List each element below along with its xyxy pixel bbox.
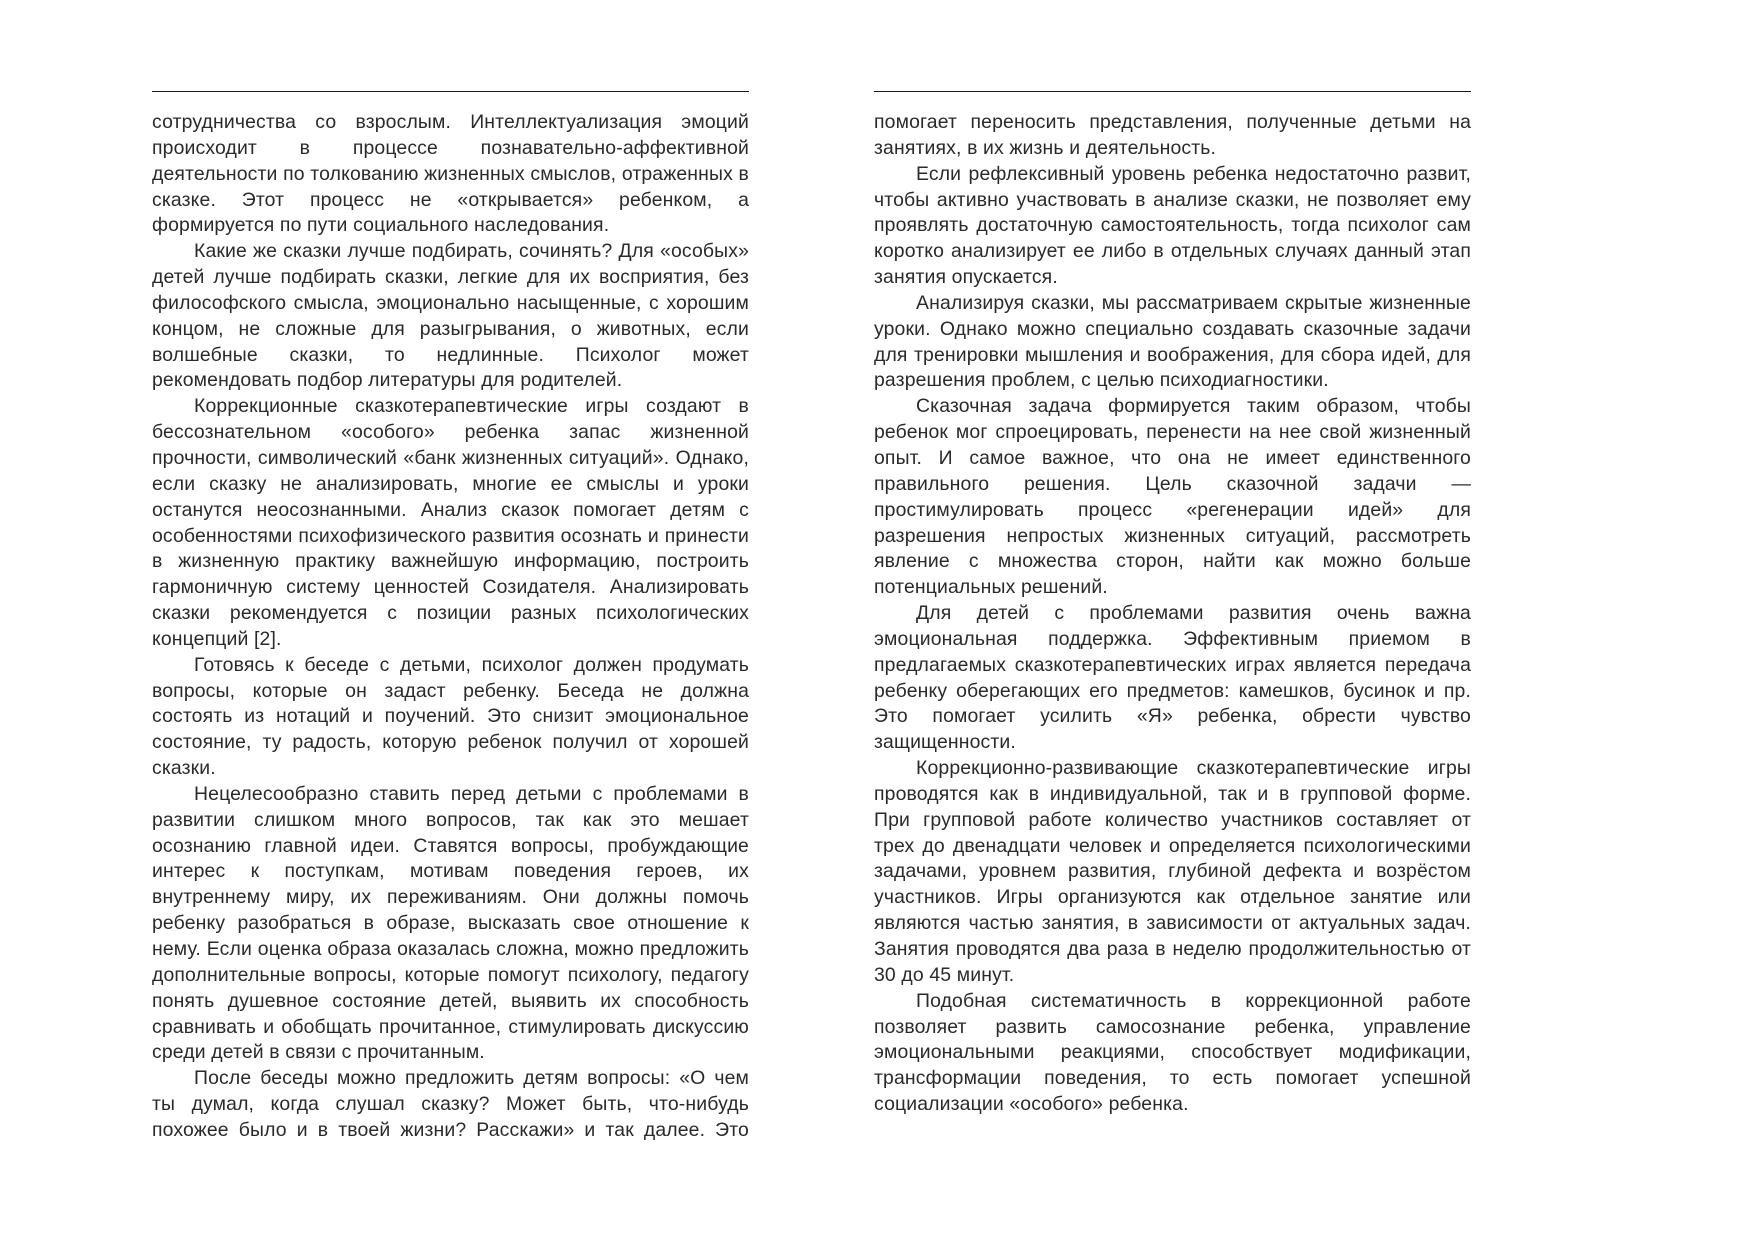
paragraph: Если рефлексивный уровень ребенка недостаточно развит, чтобы активно участвовать в анализе сказки, не позволяет ему проявлять достаточную самостоятельность, тогда психолог сам коротко анализирует ее либо в отдельных случаях данный этап занятия опускается. [874,162,1471,289]
paragraph: После беседы можно предложить детям вопросы: «О чем ты думал, когда слушал сказку? Может быть, что-нибудь похожее было и в твоей жизни? Расскажи» и так далее. Это [152,1067,749,1141]
paragraph: Какие же сказки лучше подбирать, сочинять? Для «особых» детей лучше подбирать сказки, легкие для их восприятия, без философского смысла, эмоционально насыщенные, с хорошим концом, не сложные для разыгрывания, о животных, если волшебные сказки, то недлинные. Психолог может рекомендовать подбор литературы для родителей. [152,240,749,392]
left-page [152,0,749,1240]
right-page [874,0,1471,1240]
paragraph: Сказочная задача формируется таким образом, чтобы ребенок мог спроецировать, перенести на нее свой жизненный опыт. И самое важное, что она не имеет единственного правильного решения. Цель сказочной задачи — простимулировать процесс «регенерации идей» для разрешения непростых жизненных ситуаций, рассмотреть явление с множества сторон, найти как можно больше потенциальных решений. [874,395,1471,599]
paragraph: Коррекционные сказкотерапевтические игры создают в бессознательном «особого» ребенка запас жизненной прочности, символический «банк жизненных ситуаций». Однако, если сказку не анализировать, многие ее смыслы и уроки останутся неосознанными. Анализ сказок помогает детям с особенностями психофизического развития осознать и принести в жизненную практику важнейшую информацию, построить гармоничную систему ценностей Созидателя. Анализировать сказки рекомендуется с позиции разных психологических концепций [2]. [152,395,749,650]
header-rule [874,91,1471,92]
paragraph: сотрудничества со взрослым. Интеллектуализация эмоций происходит в процессе познавательно-аффективной деятельности по толкованию жизненных смыслов, отраженных в сказке. Этот процесс не «открывается» ребенком, а формируется по пути социального наследования. [152,111,749,237]
text-column [874,110,1471,1118]
paragraph: Коррекционно-развивающие сказкотерапевтические игры проводятся как в индивидуальной, так и в групповой форме. При групповой работе количество участников составляет от трех до двенадцати человек и определяется психологическими задачами, уровнем развития, глубиной дефекта и возрёстом участников. Игры организуются как отдельное занятие или являются частью занятия, в зависимости от актуальных задач. Занятия проводятся два раза в неделю продолжительностью от 30 до 45 минут. [874,757,1471,986]
paragraph: Подобная систематичность в коррекционной работе позволяет развить самосознание ребенка, управление эмоциональными реакциями, способствует модификации, трансформации поведения, то есть помогает успешной социализации «особого» ребенка. [874,989,1471,1116]
paragraph: Готовясь к беседе с детьми, психолог должен продумать вопросы, которые он задаст ребенку. Беседа не должна состоять из нотаций и поучений. Это снизит эмоциональное состояние, ту радость, которую ребенок получил от хорошей сказки. [152,653,749,780]
paragraph: Для детей с проблемами развития очень важна эмоциональная поддержка. Эффективным приемом в предлагаемых сказкотерапевтических играх является передача ребенку оберегающих его предметов: камешков, бусинок и пр. Это помогает усилить «Я» ребенка, обрести чувство защищенности. [874,602,1471,754]
paragraph: Анализируя сказки, мы рассматриваем скрытые жизненные уроки. Однако можно специально создавать сказочные задачи для тренировки мышления и воображения, для сбора идей, для разрешения проблем, с целью психодиагностики. [874,291,1471,392]
paragraph: Нецелесообразно ставить перед детьми с проблемами в развитии слишком много вопросов, так как это мешает осознанию главной идеи. Ставятся вопросы, пробуждающие интерес к поступкам, мотивам поведения героев, их внутреннему миру, их переживаниям. Они должны помочь ребенку разобраться в образе, высказать свое отношение к нему. Если оценка образа оказалась сложна, можно предложить дополнительные вопросы, которые помогут психологу, педагогу понять душевное состояние детей, выявить их способность сравнивать и обобщать прочитанное, стимулировать дискуссию среди детей в связи с прочитанным. [152,782,749,1064]
paragraph: помогает переносить представления, полученные детьми на занятиях, в их жизнь и деятельность. [874,111,1471,159]
text-column [152,110,749,1144]
header-rule [152,91,749,92]
